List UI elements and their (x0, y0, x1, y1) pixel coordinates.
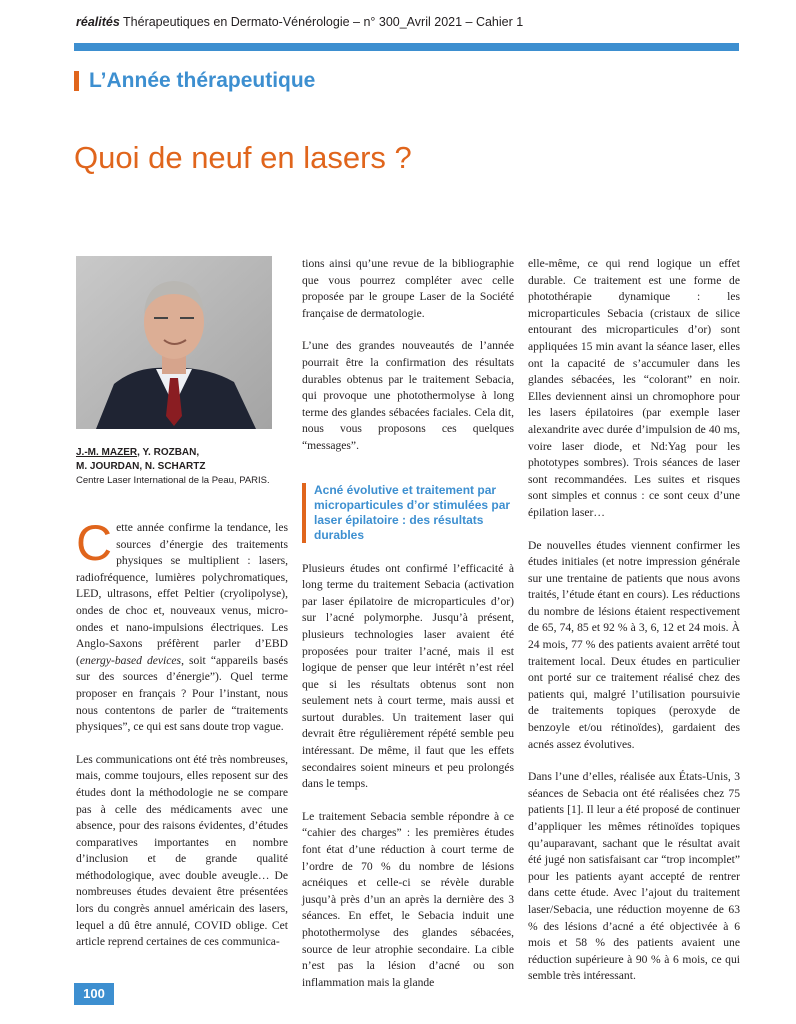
paragraph: elle-même, ce qui rend logique un effet durable. Ce traitement est une forme de photothérapie dynamique : les microparticules Sebacia (cristaux de silice entourant des microparticules d’or) sont appliquées 15 min avant la séance laser, elles ont la capacité de s’accumuler dans les glandes sébacées, les “colorant” en noir. Elles deviennent ainsi un chromophore pour les lasers épilatoires (par exemple laser alexandrite avec durée d’impulsion de 40 ms, voire laser diode, et Nd:Yag pour les phototypes sombres). Trois séances de laser sont recommandées. Les suites et risques sont simples et connus : ce sont ceux d’une épilation laser… (528, 257, 740, 519)
intro-text-b: , soit “appareils basés sur des sources d’énergie”). Quel terme proposer en français ? Pour l’instant, nous nous contentons de parler de “traitements physiques”, ce qui est sans doute trop vague. (76, 653, 288, 734)
authors-block (76, 446, 286, 488)
section-label: L’Année thérapeutique (89, 69, 316, 92)
journal-name: réalités (76, 15, 120, 29)
section-marker (74, 71, 79, 91)
column-1 (76, 515, 288, 967)
paragraph: L’une des grandes nouveautés de l’année pourrait être la confirmation des résultats durables obtenus par le traitement Sebacia, qui provoque une photothermolyse à long terme des glandes sébacées faciales. Cela dit, nous vous proposons ces quelques “messages”. (302, 339, 514, 452)
header-bar (74, 43, 739, 51)
drop-cap: C (76, 515, 113, 571)
authors-line-2: M. JOURDAN, N. SCHARTZ (76, 461, 206, 472)
column-2 (302, 256, 514, 1007)
paragraph: Dans l’une d’elles, réalisée aux États-Unis, 3 séances de Sebacia ont été réalisées chez 75 patients [1]. Il leur a été proposé de continuer d’appliquer les mêmes rétinoïdes topiques qu’auparavant, sachant que le résultat avait été jugé non satisfaisant car “trop incomplet” pour les patients ayant accepté de rentrer dans cette étude. Avec l’ajout du traitement laser/Sebacia, une réduction moyenne de 63 % des lésions d’acné a été objectivée à 6 mois et 58 % des patients avaient une réduction supérieure à 90 % à 6 mois, ce qui semble très intéressant. (528, 770, 740, 983)
intro-text-a: ette année confirme la tendance, les sources d’énergie des traitements physiques se multiplient : lasers, radiofréquence, lumières polychromatiques, LED, ultrasons, effet Peltier (cryolipolyse), ondes de choc et, nouveaux venus, micro-ondes et nano-impulsions électriques. Les Anglo-Saxons préfèrent parler d’EBD ( (76, 521, 288, 667)
article-title: Quoi de neuf en lasers ? (74, 140, 412, 175)
intro-text-em: energy-based devices (79, 653, 182, 667)
author-portrait (76, 256, 272, 429)
lead-author: J.-M. MAZER (76, 447, 138, 458)
paragraph: Les communications ont été très nombreuses, mais, comme toujours, elles reposent sur des études dont la méthodologie ne se compare pas à celle des médicaments avec une absence, pour des raisons évidentes, d’études comparatives importantes en nombre d’inclusion et de grande qualité méthodologique, avec double aveugle… De nombreuses études devaient être présentées lors du congrès annuel américain des lasers, lequel a dû être annulé, COVID oblige. Cet article reprend certaines de ces communica- (76, 752, 288, 949)
page-number: 100 (74, 983, 114, 1005)
paragraph: Plusieurs études ont confirmé l’efficacité à long terme du traitement Sebacia (activation par laser épilatoire de microparticules d’or) sur l’acné polymorphe. Jusqu’à présent, plusieurs technologies laser avaient été proposées pour traiter l’acné, mais il est logique de penser que leur intérêt n’est réel que si les résultats obtenus sont non seulement nets à court terme, mais aussi et surtout durables. Un traitement laser qui devrait être régulièrement répété semble peu intéressant. De même, il faut que les effets secondaires soient mineurs et peu prolongés dans le temps. (302, 561, 514, 791)
column-3 (528, 256, 740, 1001)
paragraph: Le traitement Sebacia semble répondre à ce “cahier des charges” : les premières études font état d’une réduction à court terme de l’ordre de 70 % du nombre de lésions acnéiques et celle-ci se révèle durable jusqu’à près d’un an après la dernière des 3 séances. En effet, le Sebacia induit une photothermolyse des glandes sébacées, source de leur atrophie secondaire. La cible n’est pas la lésion d’acné ou son inflammation mais la glande (302, 809, 514, 989)
author-photo (76, 256, 272, 429)
journal-issue: Thérapeutiques en Dermato-Vénérologie – n° 300_Avril 2021 – Cahier 1 (123, 15, 524, 29)
intro-paragraph (76, 515, 288, 736)
subheading: Acné évolutive et traitement par microparticules d’or stimulées par laser épilatoire : des résultats durables (302, 483, 514, 543)
author-affiliation: Centre Laser International de la Peau, PARIS. (76, 475, 270, 486)
running-header (76, 15, 756, 29)
co-author-1: , Y. ROZBAN, (137, 447, 200, 458)
authors-line-1 (76, 446, 286, 460)
section-heading (74, 68, 315, 94)
paragraph: De nouvelles études viennent confirmer les études initiales (et notre impression générale sur une trentaine de patients que nous avons traités, l’étude étant en cours). Les réductions du nombre de lésions étaient respectivement de 65, 74, 85 et 92 % à 3, 6, 12 et 24 mois. À 24 mois, 77 % des patients avaient arrêté tout traitement local. Deux études en particulier ont porté sur ce traitement réalisé chez des patients qui, malgré l’utilisation poursuivie de traitements topiques (peroxyde de benzoyle et/ou rétinoïdes), gardaient des acnés assez évolutives. (528, 538, 740, 751)
paragraph: tions ainsi qu’une revue de la bibliographie que vous pourrez compléter avec celle proposée par le groupe Laser de la Société française de dermatologie. (302, 257, 514, 320)
